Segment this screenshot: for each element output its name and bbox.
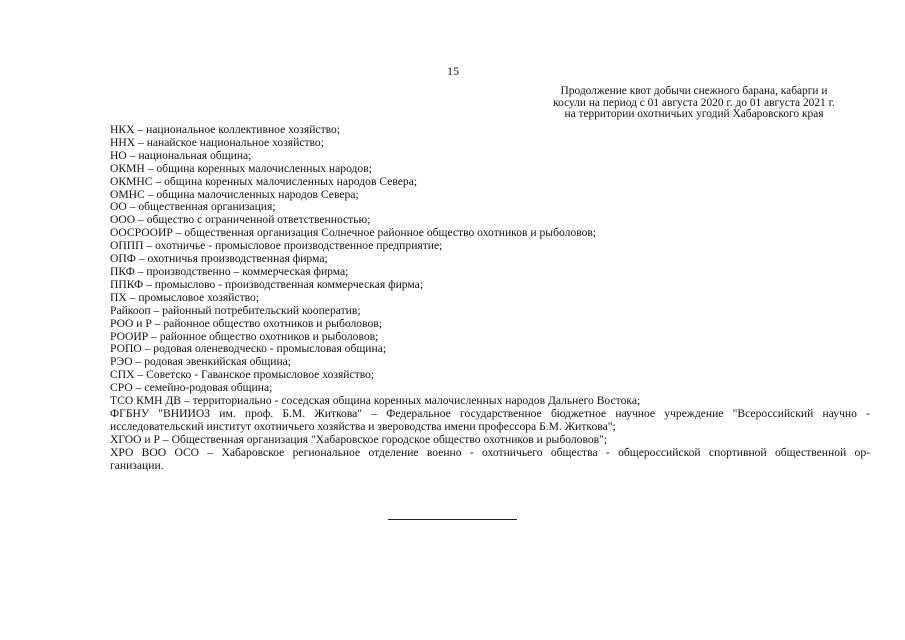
footer-divider [388, 519, 517, 520]
abbreviation-text: НО – национальная община; [110, 148, 252, 162]
abbreviation-text: РЭО – родовая эвенкийская община; [110, 355, 292, 369]
abbreviation-item-nnh [110, 137, 870, 150]
abbreviation-text: ООО – общество с ограниченной ответственностью; [110, 213, 371, 227]
abbreviation-text: ОПФ – охотничья производственная фирма; [110, 252, 328, 266]
abbreviation-item-ph [110, 292, 870, 305]
abbreviations-list [110, 124, 870, 472]
abbreviation-item-no [110, 150, 870, 163]
abbreviation-item-okmn [110, 163, 870, 176]
abbreviation-item-hgoo-i-r [110, 434, 870, 447]
abbreviation-text: РООИР – районное общество охотников и рыболовов; [110, 329, 379, 343]
abbreviation-text: ННХ – нанайское национальное хозяйство; [110, 135, 324, 149]
abbreviation-item-fgbnu-vniioz [110, 408, 870, 434]
abbreviation-text: ОО – общественная организация; [110, 200, 276, 214]
abbreviation-text: РОО и Р – районное общество охотников и рыболовов; [110, 316, 382, 330]
abbreviation-text: ОМНС – община малочисленных народов Севера; [110, 187, 359, 201]
continuation-header [520, 86, 868, 121]
abbreviation-item-tso-kmn-dv [110, 395, 870, 408]
header-line-3: на территории охотничьих угодий Хабаровского края [564, 108, 824, 120]
header-line-2: косули на период с 01 августа 2020 г. до 01 августа 2021 г. [553, 96, 835, 109]
abbreviation-item-raikoop [110, 305, 870, 318]
abbreviation-text: Райкооп – районный потребительский кооператив; [110, 303, 361, 317]
abbreviation-text: РОПО – родовая оленеводческо - промысловая община; [110, 342, 387, 356]
abbreviation-item-hro-voo-oso [110, 447, 870, 473]
abbreviation-text: ОКМН – община коренных малочисленных народов; [110, 161, 372, 175]
header-line-1: Продолжение квот добычи снежного барана, кабарги и [560, 85, 828, 97]
abbreviation-item-nkh [110, 124, 870, 137]
abbreviation-text: ТСО КМН ДВ – территориально - соседская община коренных малочисленных народов Дальнего Востока; [110, 394, 641, 408]
abbreviation-text: ООСРООИР – общественная организация Солнечное районное общество охотников и рыболовов; [110, 226, 597, 240]
abbreviation-item-okmns [110, 176, 870, 189]
abbreviation-item-ppkf [110, 279, 870, 292]
abbreviation-text: ФГБНУ "ВНИИОЗ им. проф. Б.М. Житкова" – Федеральное государственное бюджетное научное учреждение "Всероссийский научно - [110, 406, 870, 420]
abbreviation-text-continuation: ганизации. [110, 458, 164, 472]
abbreviation-text: ОКМНС – община коренных малочисленных народов Севера; [110, 174, 418, 188]
abbreviation-text: ППКФ – промыслово - производственная коммерческая фирма; [110, 277, 424, 291]
abbreviation-text: ХГОО и Р – Общественная организация "Хабаровское городское общество охотников и рыболовов"; [110, 432, 608, 446]
abbreviation-text: ОППП – охотничье - промысловое производственное предприятие; [110, 239, 443, 253]
page-number: 15 [447, 64, 459, 78]
abbreviation-item-roo-i-r [110, 318, 870, 331]
abbreviation-text: СРО – семейно-родовая община; [110, 381, 273, 395]
abbreviation-text: ПХ – промысловое хозяйство; [110, 290, 260, 304]
abbreviation-text-continuation: исследовательский институт охотничьего хозяйства и звероводства имени профессора Б.М. Житкова"; [110, 419, 616, 433]
abbreviation-text: ПКФ – производственно – коммерческая фирма; [110, 264, 349, 278]
abbreviation-text: ХРО ВОО ОСО – Хабаровское региональное отделение военно - охотничьего общества - общероссийской спортивной общественной ор- [110, 445, 870, 459]
abbreviation-item-pkf [110, 266, 870, 279]
abbreviation-text: НКХ – национальное коллективное хозяйство; [110, 123, 341, 136]
abbreviation-text: СПХ – Советско - Гаванское промысловое хозяйство; [110, 368, 375, 382]
